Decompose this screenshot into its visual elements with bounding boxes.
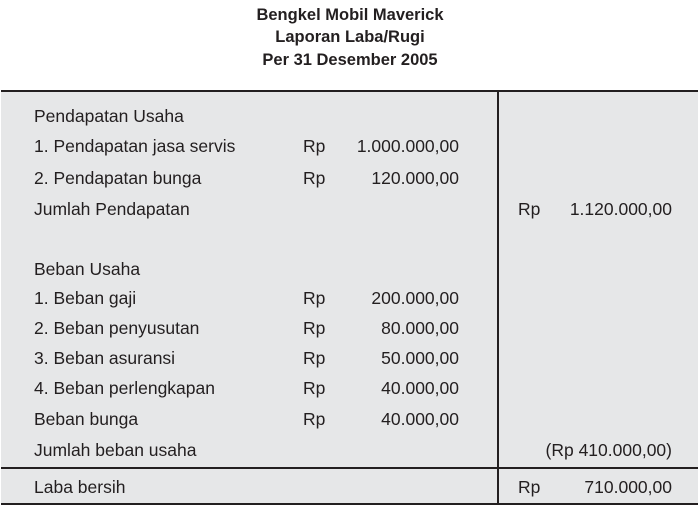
revenue-total-amount: 1.120.000,00 [569,199,672,219]
expense-item-currency: Rp [303,288,326,308]
expense-item-label: 1. Beban gaji [34,288,137,308]
expense-item-currency: Rp [303,378,326,398]
revenue-item-label: 2. Pendapatan bunga [34,168,202,188]
income-statement-table [1,90,698,505]
revenue-item-currency: Rp [303,136,326,156]
table-top-border [1,90,698,92]
expense-item-amount: 40.000,00 [381,378,459,398]
expense-item-label: 4. Beban perlengkapan [34,378,215,398]
net-profit-amount: 710.000,00 [584,477,672,497]
report-period: Per 31 Desember 2005 [262,51,438,69]
expense-item-amount: 50.000,00 [381,348,459,368]
expense-item-label: Beban bunga [34,409,139,429]
expense-item-currency: Rp [303,318,326,338]
expense-item-label: 3. Beban asuransi [34,348,176,368]
expense-item-amount: 200.000,00 [371,288,459,308]
revenue-total-label: Jumlah Pendapatan [34,199,190,219]
expense-item-label: 2. Beban penyusutan [34,318,200,338]
expense-heading: Beban Usaha [34,259,141,279]
expense-item-currency: Rp [303,348,326,368]
revenue-item-label: 1. Pendapatan jasa servis [34,136,236,156]
expense-item-currency: Rp [303,409,326,429]
table-bottom-border [1,503,698,505]
net-row-border [1,467,698,469]
expense-total-label: Jumlah beban usaha [34,440,197,460]
revenue-item-currency: Rp [303,168,326,188]
net-profit-label: Laba bersih [34,477,126,497]
revenue-item-amount: 1.000.000,00 [356,136,459,156]
report-title: Laporan Laba/Rugi [275,28,425,46]
expense-item-amount: 80.000,00 [381,318,459,338]
column-divider [497,90,499,505]
company-name: Bengkel Mobil Maverick [256,6,444,24]
revenue-heading: Pendapatan Usaha [34,106,184,126]
net-profit-currency: Rp [518,477,541,497]
revenue-total-currency: Rp [518,199,541,219]
revenue-item-amount: 120.000,00 [371,168,459,188]
expense-item-amount: 40.000,00 [381,409,459,429]
expense-total-value: (Rp 410.000,00) [545,440,672,460]
